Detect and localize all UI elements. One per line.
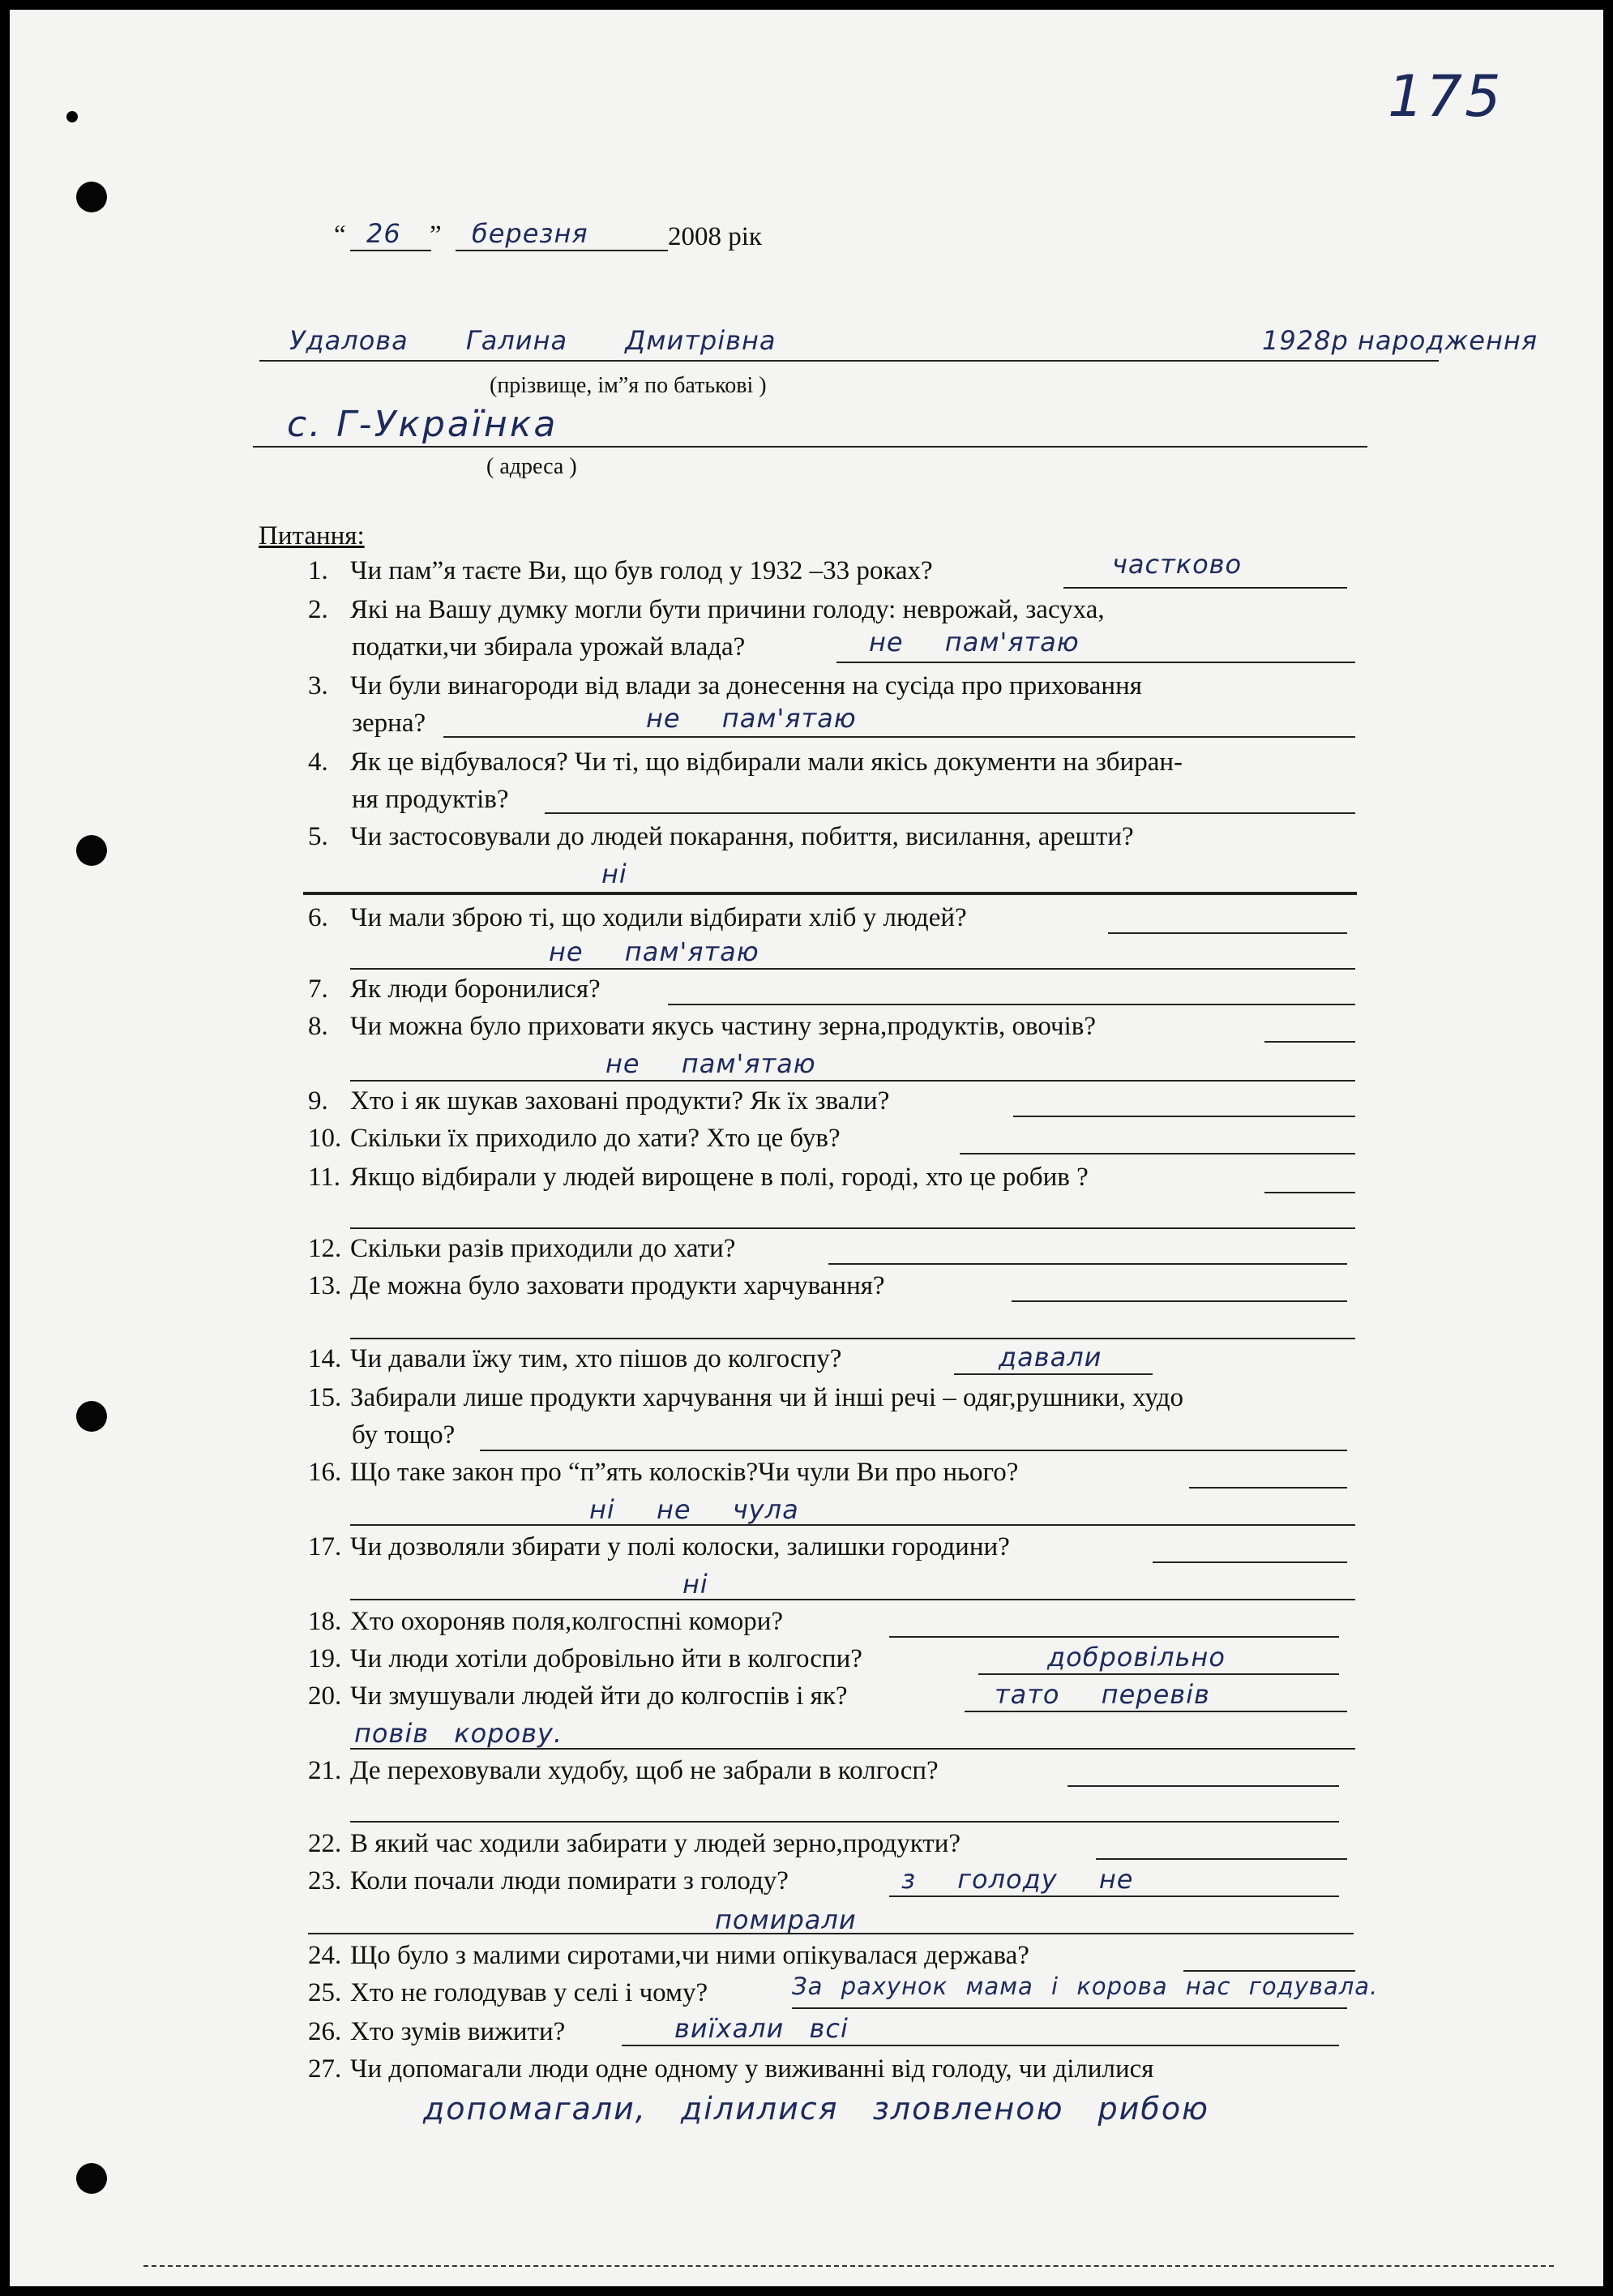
answer-text: не пам'ятаю [549,936,759,967]
question-number: 19. [308,1644,342,1673]
question-text: Чи давали їжу тим, хто пішов до колгоспу? [350,1344,842,1373]
question-text: Хто охороняв поля,колгоспні комори? [350,1607,784,1636]
question-number: 6. [308,903,328,932]
answer-text: з голоду не [901,1864,1134,1895]
question-text-line2: податки,чи збирала урожай влада? [352,632,746,662]
question-text: Чи допомагали люди одне одному у виживанні від голоду, чи ділилися [350,2054,1154,2084]
question-text: Де переховували худобу, щоб не забрали в колгосп? [350,1756,939,1785]
date-open-quote: “ [334,221,346,250]
question-number: 18. [308,1607,342,1636]
question-text-line2: ня продуктів? [352,785,509,814]
answer-text: не пам'ятаю [869,627,1080,658]
question-number: 22. [308,1829,342,1858]
question-number: 24. [308,1941,342,1970]
date-close-quote: ” [430,221,442,250]
punch-hole [76,182,107,212]
question-number: 3. [308,671,328,700]
question-number: 10. [308,1124,342,1153]
questions-heading: Питання: [259,521,365,550]
respondent-birth-year: 1928р народження [1262,325,1538,356]
answer-text: не пам'ятаю [646,703,857,734]
answer-text: не пам'ятаю [605,1048,816,1079]
punch-hole [76,1401,107,1432]
question-text: Чи змушували людей йти до колгоспів і як? [350,1681,848,1711]
question-text: Як це відбувалося? Чи ті, що відбирали мали якісь документи на збиран- [350,747,1183,777]
question-number: 27. [308,2054,342,2084]
address-caption: ( адреса ) [486,454,577,479]
answer-text: добровільно [1047,1642,1226,1673]
question-text: Чи мали зброю ті, що ходили відбирати хліб у людей? [350,903,967,932]
question-text: Скільки разів приходили до хати? [350,1234,736,1263]
date-day: 26 [366,218,401,249]
date-month: березня [472,218,588,249]
question-text: Коли почали люди помирати з голоду? [350,1866,789,1895]
question-number: 8. [308,1012,328,1041]
respondent-address: с. Г-Українка [287,404,558,445]
answer-text-line2: помирали [715,1904,857,1935]
question-text: В який час ходили забирати у людей зерно,продукти? [350,1829,961,1858]
respondent-name: Удалова Галина Дмитрівна [289,325,777,356]
question-text: Які на Вашу думку могли бути причини голоду: неврожай, засуха, [350,595,1105,624]
ink-dot [66,111,78,122]
question-number: 9. [308,1086,328,1116]
question-number: 26. [308,2017,342,2046]
question-text: Хто зумів вижити? [350,2017,566,2046]
answer-text: частково [1112,549,1243,580]
question-number: 7. [308,975,328,1004]
punch-hole [76,2163,107,2194]
question-number: 12. [308,1234,342,1263]
question-text: Чи дозволяли збирати у полі колоски, залишки городини? [350,1532,1010,1561]
question-number: 4. [308,747,328,777]
answer-text: ні [682,1569,708,1600]
date-year: 2008 рік [668,222,762,251]
question-text: Як люди боронилися? [350,975,601,1004]
question-text: Скільки їх приходило до хати? Хто це був? [350,1124,841,1153]
question-text: Чи пам”я таєте Ви, що був голод у 1932 –33 роках? [350,556,933,585]
name-caption: (прізвище, ім”я по батькові ) [490,373,767,398]
question-number: 17. [308,1532,342,1561]
question-number: 20. [308,1681,342,1711]
question-number: 25. [308,1978,342,2007]
question-text: Чи можна було приховати якусь частину зерна,продуктів, овочів? [350,1012,1096,1041]
question-text-line2: бу тощо? [352,1420,456,1450]
questionnaire-page [10,10,1603,2286]
question-text: Якщо відбирали у людей вирощене в полі, городі, хто це робив ? [350,1163,1089,1192]
question-number: 11. [308,1163,341,1192]
page-number: 175 [1388,63,1504,130]
answer-text: За рахунок мама і корова нас годувала. [792,1973,1379,2000]
question-text: Чи застосовували до людей покарання, побиття, висилання, арешти? [350,822,1134,851]
question-number: 5. [308,822,328,851]
question-number: 14. [308,1344,342,1373]
punch-hole [76,835,107,866]
question-text-line2: зерна? [352,709,426,738]
question-number: 15. [308,1383,342,1412]
question-text: Чи люди хотіли добровільно йти в колгоспи? [350,1644,862,1673]
question-text: Забирали лише продукти харчування чи й інші речі – одяг,рушники, худо [350,1383,1184,1412]
question-text: Чи були винагороди від влади за донесення на сусіда про приховання [350,671,1142,700]
answer-text: ні [601,859,627,889]
answer-text: допомагали, ділилися зловленою рибою [423,2091,1210,2127]
question-number: 16. [308,1458,342,1487]
answer-text: виїхали всі [674,2013,849,2044]
question-number: 13. [308,1271,342,1300]
question-text: Що було з малими сиротами,чи ними опікувалася держава? [350,1941,1029,1970]
question-number: 21. [308,1756,342,1785]
answer-text: давали [999,1342,1102,1373]
question-number: 1. [308,556,328,585]
question-number: 23. [308,1866,342,1895]
question-text: Хто і як шукав заховані продукти? Як їх звали? [350,1086,890,1116]
answer-text-line2: повів корову. [354,1718,563,1749]
question-text: Хто не голодував у селі і чому? [350,1978,708,2007]
answer-text: ні не чула [589,1494,799,1525]
answer-text: тато перевів [995,1679,1210,1710]
question-text: Що таке закон про “п”ять колосків?Чи чули Ви про нього? [350,1458,1019,1487]
question-number: 2. [308,595,328,624]
question-text: Де можна було заховати продукти харчування? [350,1271,885,1300]
